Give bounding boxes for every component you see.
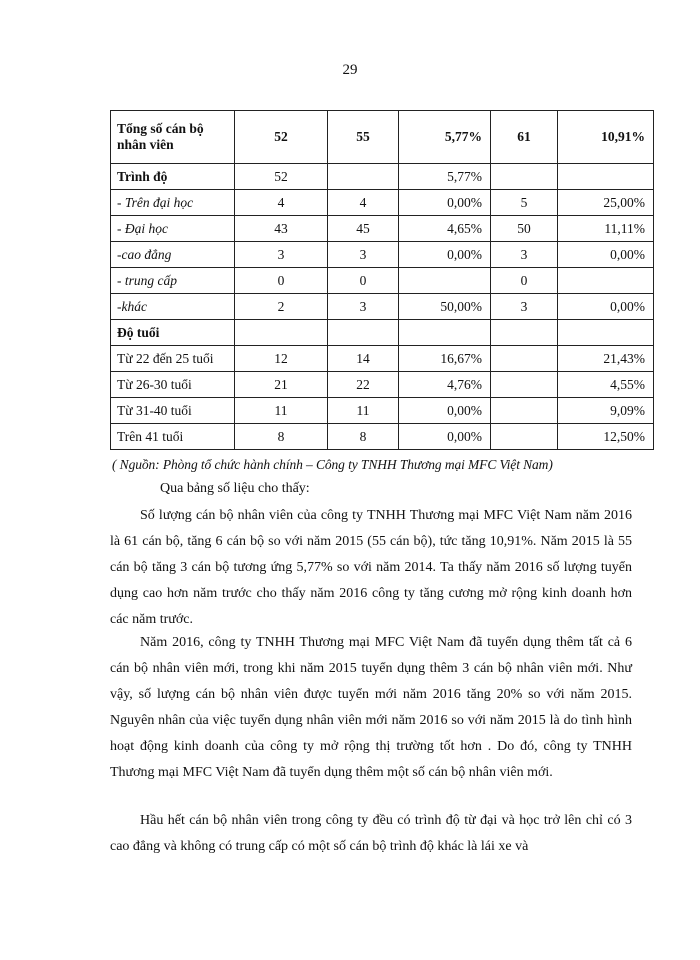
cell-c1: 3 (235, 242, 328, 268)
cell-c5: 0,00% (558, 242, 654, 268)
table-row (111, 424, 654, 450)
cell-c1: 0 (235, 268, 328, 294)
table-row (111, 320, 654, 346)
cell-c2: 3 (328, 242, 399, 268)
cell-c1: 4 (235, 190, 328, 216)
paragraph-3: Hầu hết cán bộ nhân viên trong công ty đều có trình độ từ đại và học trở lên chỉ có 3 cao đẳng và không có trung cấp có một số cán bộ trình độ khác là lái xe và (110, 813, 632, 854)
table-row (111, 346, 654, 372)
table-row (111, 242, 654, 268)
row-label: Từ 31-40 tuổi (111, 398, 235, 424)
cell-c1 (235, 320, 328, 346)
intro-line: Qua bảng số liệu cho thấy: (160, 481, 310, 496)
cell-c1: 11 (235, 398, 328, 424)
table-row (111, 190, 654, 216)
cell-c5: 4,55% (558, 372, 654, 398)
cell-c3: 50,00% (399, 294, 491, 320)
row-label: Trình độ (111, 164, 235, 190)
cell-c4: 3 (491, 242, 558, 268)
table-row (111, 398, 654, 424)
cell-c2: 22 (328, 372, 399, 398)
cell-c1: 8 (235, 424, 328, 450)
row-label: - Trên đại học (111, 190, 235, 216)
cell-c5: 0,00% (558, 294, 654, 320)
cell-c5: 21,43% (558, 346, 654, 372)
row-label: Độ tuổi (111, 320, 235, 346)
table-source-note: ( Nguồn: Phòng tổ chức hành chính – Công ty TNHH Thương mại MFC Việt Nam) (112, 457, 553, 472)
cell-c2: 14 (328, 346, 399, 372)
cell-c5 (558, 320, 654, 346)
row-label: Từ 26-30 tuổi (111, 372, 235, 398)
cell-c4: 3 (491, 294, 558, 320)
cell-c3: 0,00% (399, 242, 491, 268)
cell-c5 (558, 268, 654, 294)
cell-c2: 11 (328, 398, 399, 424)
cell-c3: 0,00% (399, 398, 491, 424)
table-row (111, 372, 654, 398)
cell-c1: 52 (235, 111, 328, 164)
cell-c4 (491, 346, 558, 372)
row-label: - trung cấp (111, 268, 235, 294)
cell-c4 (491, 320, 558, 346)
cell-c4 (491, 164, 558, 190)
cell-c5: 12,50% (558, 424, 654, 450)
cell-c3 (399, 320, 491, 346)
cell-c3: 5,77% (399, 164, 491, 190)
cell-c1: 21 (235, 372, 328, 398)
cell-c3: 0,00% (399, 190, 491, 216)
row-label: Tổng số cán bộ nhân viên (111, 111, 235, 164)
cell-c3: 0,00% (399, 424, 491, 450)
cell-c5: 25,00% (558, 190, 654, 216)
row-label: -cao đẳng (111, 242, 235, 268)
row-label: Từ 22 đến 25 tuổi (111, 346, 235, 372)
table-row (111, 216, 654, 242)
table-row (111, 111, 654, 164)
cell-c1: 52 (235, 164, 328, 190)
cell-c2: 8 (328, 424, 399, 450)
cell-c5 (558, 164, 654, 190)
cell-c1: 12 (235, 346, 328, 372)
table-row (111, 294, 654, 320)
staff-statistics-table (110, 110, 654, 450)
cell-c5: 9,09% (558, 398, 654, 424)
cell-c4: 50 (491, 216, 558, 242)
cell-c2: 45 (328, 216, 399, 242)
cell-c3 (399, 268, 491, 294)
cell-c2: 0 (328, 268, 399, 294)
cell-c4 (491, 398, 558, 424)
cell-c3: 16,67% (399, 346, 491, 372)
cell-c4 (491, 372, 558, 398)
table-row (111, 268, 654, 294)
cell-c4: 61 (491, 111, 558, 164)
row-label: -khác (111, 294, 235, 320)
cell-c4: 0 (491, 268, 558, 294)
cell-c1: 43 (235, 216, 328, 242)
cell-c2 (328, 320, 399, 346)
table-row (111, 164, 654, 190)
row-label: Trên 41 tuổi (111, 424, 235, 450)
cell-c3: 4,65% (399, 216, 491, 242)
cell-c2: 4 (328, 190, 399, 216)
cell-c5: 11,11% (558, 216, 654, 242)
cell-c4 (491, 424, 558, 450)
row-label: - Đại học (111, 216, 235, 242)
cell-c2: 55 (328, 111, 399, 164)
cell-c4: 5 (491, 190, 558, 216)
page-number: 29 (342, 62, 358, 78)
cell-c2: 3 (328, 294, 399, 320)
cell-c5: 10,91% (558, 111, 654, 164)
cell-c2 (328, 164, 399, 190)
cell-c3: 4,76% (399, 372, 491, 398)
paragraph-1: Số lượng cán bộ nhân viên của công ty TNHH Thương mại MFC Việt Nam năm 2016 là 61 cán bộ, tăng 6 cán bộ so với năm 2015 (55 cán bộ), tức tăng 10,91%. Năm 2015 là 55 cán bộ tăng 3 cán bộ tương ứng 5,77% so với năm 2014. Ta thấy năm 2016 số lượng tuyển dụng cao hơn năm trước cho thấy năm 2016 công ty tăng cương mở rộng kinh doanh hơn các năm trước. (110, 508, 632, 627)
cell-c3: 5,77% (399, 111, 491, 164)
cell-c1: 2 (235, 294, 328, 320)
paragraph-2: Năm 2016, công ty TNHH Thương mại MFC Việt Nam đã tuyển dụng thêm tất cả 6 cán bộ nhân viên mới, trong khi năm 2015 tuyển dụng thêm 3 cán bộ nhân viên mới. Như vậy, số lượng cán bộ nhân viên được tuyển mới năm 2016 tăng 20% so với năm 2015. Nguyên nhân của việc tuyển dụng nhân viên mới năm 2016 so với năm 2015 là do tình hình hoạt động kinh doanh của công ty mở rộng thị trường tốt hơn . Do đó, công ty TNHH Thương mại MFC Việt Nam đã tuyển dụng thêm một số cán bộ nhân viên mới. (110, 635, 632, 780)
